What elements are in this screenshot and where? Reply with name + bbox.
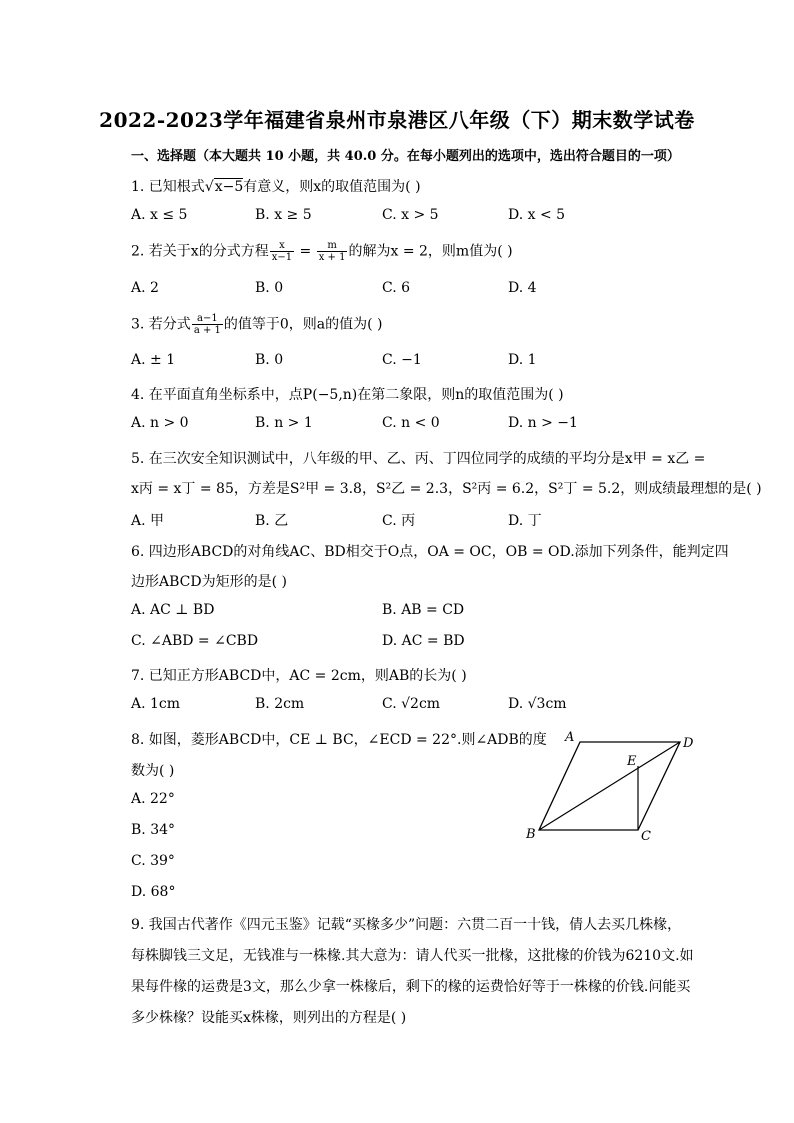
q2-option-b[interactable]: B. 0: [255, 280, 284, 296]
q1-option-c[interactable]: C. x > 5: [382, 207, 439, 223]
q5-option-b[interactable]: B. 乙: [255, 513, 289, 529]
q1-option-a[interactable]: A. x ≤ 5: [131, 207, 188, 223]
q1-option-b[interactable]: B. x ≥ 5: [255, 207, 312, 223]
question-6-line-1: 6. 四边形ABCD的对角线AC、BD相交于O点，OA = OC，OB = OD.添加下列条件，能判定四: [131, 544, 729, 560]
question-2: 2. 若关于x的分式方程 $\frac{x}{x-1}$ = $\frac{m}{x + 1}$ 的解为x = 2，则m值为( ): [131, 240, 513, 263]
question-9-line-4: 多少株椽？设能买x株椽，则列出的方程是( ): [131, 1010, 407, 1026]
q6-option-c[interactable]: C. ∠ABD = ∠CBD: [131, 633, 259, 649]
q3-option-c[interactable]: C. −1: [382, 352, 422, 368]
q8-option-a[interactable]: A. 22°: [131, 791, 175, 807]
q4-option-d[interactable]: D. n > −1: [508, 415, 578, 431]
question-4: 4. 在平面直角坐标系中，点P(−5,n)在第二象限，则n的取值范围为( ): [131, 387, 564, 403]
q3-option-a[interactable]: A. ± 1: [131, 352, 176, 368]
q6-option-a[interactable]: A. AC ⊥ BD: [131, 602, 215, 618]
q8-option-c[interactable]: C. 39°: [131, 853, 175, 869]
q1-option-d[interactable]: D. x < 5: [508, 207, 566, 223]
question-5-line-1: 5. 在三次安全知识测试中，八年级的甲、乙、丙、丁四位同学的成绩的平均分是x甲 = x乙 =: [131, 451, 706, 467]
question-9-line-1: 9. 我国古代著作《四元玉鉴》记载“买椽多少”问题：六贯二百一十钱，倩人去买几株椽，: [131, 917, 682, 933]
question-7: 7. 已知正方形ABCD中，AC = 2cm，则AB的长为( ): [131, 668, 467, 684]
label-c: C: [641, 829, 651, 844]
q3-option-b[interactable]: B. 0: [255, 352, 284, 368]
q5-option-a[interactable]: A. 甲: [131, 513, 165, 529]
label-a: A: [565, 730, 575, 745]
q6-option-b[interactable]: B. AB = CD: [382, 602, 465, 618]
fraction-2: $\frac{m}{x + 1}$: [318, 240, 346, 263]
question-1: [131, 176, 421, 196]
q2-option-c[interactable]: C. 6: [382, 280, 411, 296]
q8-option-d[interactable]: D. 68°: [131, 884, 176, 900]
q2-option-d[interactable]: D. 4: [508, 280, 537, 296]
sqrt-symbol: √: [204, 179, 214, 195]
section-heading: 一、选择题（本大题共 10 小题，共 40.0 分。在每小题列出的选项中，选出符合题目的一项）: [131, 149, 680, 164]
q2-option-a[interactable]: A. 2: [131, 280, 159, 296]
q8-option-b[interactable]: B. 34°: [131, 822, 176, 838]
question-1-prefix: 1. 已知根式: [131, 179, 205, 195]
question-9-line-3: 果每件椽的运费是3文，那么少拿一株椽后，剩下的椽的运费恰好等于一株椽的价钱.问能买: [131, 979, 691, 995]
question-2-prefix: 2. 若关于x的分式方程: [131, 243, 269, 260]
question-3: [131, 313, 383, 336]
page-title: 2022-2023学年福建省泉州市泉港区八年级（下）期末数学试卷: [99, 108, 695, 132]
q4-option-a[interactable]: A. n > 0: [131, 415, 189, 431]
q4-option-c[interactable]: C. n < 0: [382, 415, 440, 431]
question-5-line-2: x丙 = x丁 = 85，方差是S²甲 = 3.8，S²乙 = 2.3，S²丙 = 6.2，S²丁 = 5.2，则成绩最理想的是( ): [131, 481, 762, 497]
question-3-prefix: 3. 若分式: [131, 316, 191, 333]
fraction: $\frac{a-1}{a + 1}$: [193, 313, 221, 336]
fraction-1: $\frac{x}{x-1}$: [271, 240, 293, 263]
q3-option-d[interactable]: D. 1: [508, 352, 537, 368]
q4-option-b[interactable]: B. n > 1: [255, 415, 313, 431]
question-8-line-2: 数为( ): [131, 763, 175, 779]
question-9-line-2: 每株脚钱三文足，无钱准与一株椽.其大意为：请人代买一批椽，这批椽的价钱为6210文.如: [131, 948, 694, 964]
label-b: B: [526, 827, 536, 842]
label-e: E: [627, 754, 637, 769]
question-1-radicand: x−5: [214, 179, 244, 195]
rhombus-figure: [520, 725, 710, 850]
q5-option-c[interactable]: C. 丙: [382, 513, 416, 529]
label-d: D: [683, 736, 694, 751]
question-3-suffix: 的值等于0，则a的值为( ): [223, 316, 383, 333]
question-1-suffix: 有意义，则x的取值范围为( ): [243, 179, 421, 195]
q7-option-a[interactable]: A. 1cm: [131, 696, 181, 712]
q7-option-b[interactable]: B. 2cm: [255, 696, 305, 712]
question-6-line-2: 边形ABCD为矩形的是( ): [131, 574, 287, 590]
q7-option-c[interactable]: C. √2cm: [382, 696, 441, 712]
q7-option-d[interactable]: D. √3cm: [508, 696, 567, 712]
question-8-line-1: 8. 如图，菱形ABCD中，CE ⊥ BC，∠ECD = 22°.则∠ADB的度: [131, 732, 547, 748]
question-2-suffix: 的解为x = 2，则m值为( ): [348, 243, 513, 260]
q5-option-d[interactable]: D. 丁: [508, 513, 542, 529]
q6-option-d[interactable]: D. AC = BD: [382, 633, 465, 649]
